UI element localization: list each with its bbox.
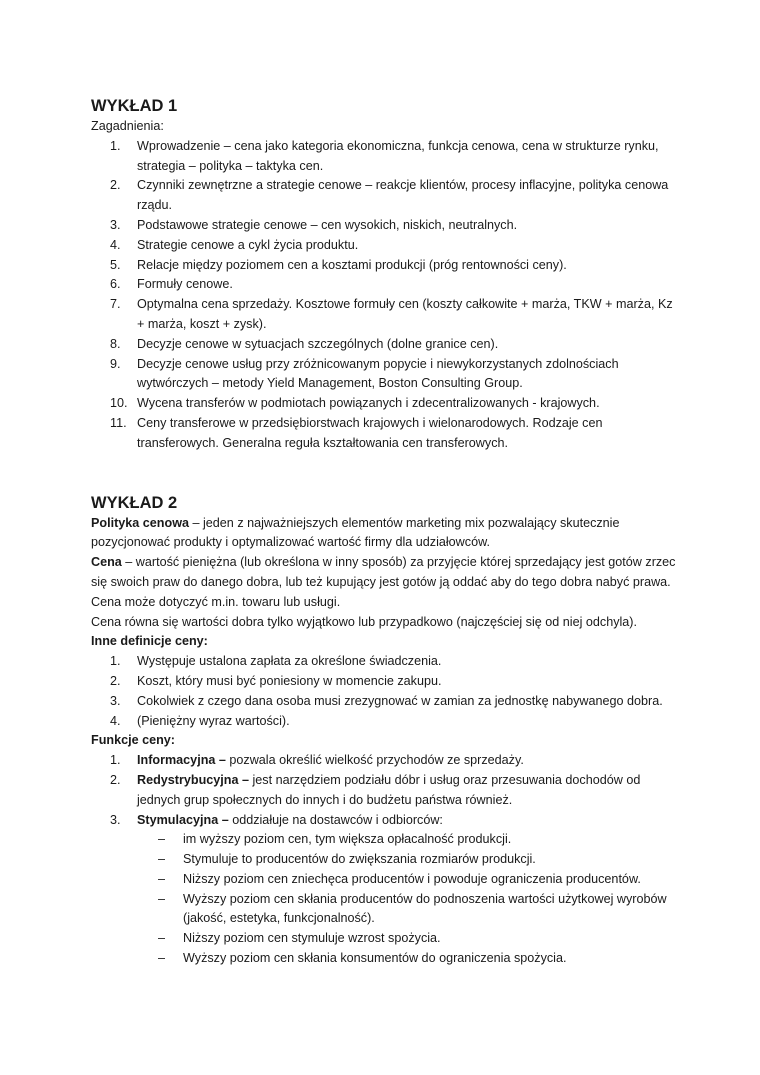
price-note: Cena równa się wartości dobra tylko wyjątkowo lub przypadkowo (najczęściej się od niej odchyla). <box>91 614 637 629</box>
list-item-text: (Pieniężny wyraz wartości). <box>137 713 290 728</box>
dash-bullet: – <box>158 832 166 847</box>
list-item <box>91 236 681 256</box>
list-item-text: Wyższy poziom cen skłania producentów do podnoszenia wartości użytkowej wyrobów (jakość, estetyka, funkcjonalność). <box>183 891 667 926</box>
section-heading: Inne definicje ceny: <box>91 634 208 649</box>
other-definitions-heading <box>91 632 681 652</box>
list-item-text: Ceny transferowe w przedsiębiorstwach krajowych i wielonarodowych. Rodzaje cen transferowych. Generalna reguła kształtowania cen transferowych. <box>137 415 603 450</box>
lecture-2-title: WYKŁAD 2 <box>91 493 178 512</box>
dash-bullet: – <box>158 931 166 946</box>
list-item-text: Niższy poziom cen zniechęca producentów i powoduje ograniczenia producentów. <box>183 871 641 886</box>
list-item <box>91 712 681 732</box>
list-item-text: pozwala określić wielkość przychodów ze sprzedaży. <box>225 753 524 768</box>
list-item <box>91 692 681 712</box>
list-item <box>91 414 681 454</box>
list-item-text: Optymalna cena sprzedaży. Kosztowe formuły cen (koszty całkowite + marża, TKW + marża, Kz + marża, koszt + zysk). <box>137 297 673 331</box>
topics-list <box>91 137 681 454</box>
definition-text: – jeden z najważniejszych elementów marketing mix pozwalający skutecznie pozycjonować produkty i optymalizować wartość firmy dla udziałowców. <box>91 515 620 550</box>
list-item-text: Wprowadzenie – cena jako kategoria ekonomiczna, funkcja cenowa, cena w strukturze rynku, strategia – polityka – taktyka cen. <box>137 138 659 173</box>
definition-text: – wartość pieniężna (lub określona w inny sposób) za przyjęcie której sprzedający jest gotów zrzec się swoich praw do danego dobra, lub też kupujący jest gotów ją oddać aby do tego dobra nabyć prawa. Cena może dotyczyć m.in. towaru lub usługi. <box>91 555 676 609</box>
list-item-text: Wyższy poziom cen skłania konsumentów do ograniczenia spożycia. <box>183 951 567 966</box>
list-item-text: oddziałuje na dostawców i odbiorców: <box>228 812 443 827</box>
dash-bullet: – <box>158 871 166 886</box>
function-term: Informacyjna – <box>137 753 226 768</box>
list-number: 10. <box>110 396 128 411</box>
list-number: 4. <box>110 237 121 252</box>
dash-bullet: – <box>158 852 166 867</box>
list-item-text: Formuły cenowe. <box>137 277 233 292</box>
list-item-text: Koszt, który musi być poniesiony w momencie zakupu. <box>137 673 442 688</box>
dash-list-item <box>137 890 681 930</box>
list-item-text: Niższy poziom cen stymuluje wzrost spożycia. <box>183 931 441 946</box>
function-term: Stymulacyjna – <box>137 812 229 827</box>
function-term: Redystrybucyjna – <box>137 772 249 787</box>
dash-list-item <box>137 830 681 850</box>
list-item <box>91 771 681 811</box>
dash-list-item <box>137 850 681 870</box>
list-number: 7. <box>110 297 121 312</box>
dash-bullet: – <box>158 951 166 966</box>
list-item <box>91 652 681 672</box>
dash-list-item <box>137 929 681 949</box>
price-functions-list <box>91 751 681 969</box>
price-definition <box>91 553 681 612</box>
list-number: 3. <box>110 693 121 708</box>
section-heading: Funkcje ceny: <box>91 733 175 748</box>
topics-intro: Zagadnienia: <box>91 119 164 133</box>
list-item-text: Stymuluje to producentów do zwiększania rozmiarów produkcji. <box>183 852 536 867</box>
list-number: 2. <box>110 178 121 193</box>
list-item-text: Występuje ustalona zapłata za określone świadczenia. <box>137 654 442 669</box>
list-item-text: jest narzędziem podziału dóbr i usług oraz przesuwania dochodów od jednych grup społecznych do innych i do budżetu państwa również. <box>137 772 641 807</box>
dash-bullet: – <box>158 891 166 906</box>
list-item-text: Relacje między poziomem cen a kosztami produkcji (próg rentowności ceny). <box>137 257 567 272</box>
list-item <box>91 394 681 414</box>
list-number: 3. <box>110 217 121 232</box>
list-number: 1. <box>110 753 121 768</box>
list-number: 5. <box>110 257 121 272</box>
list-item <box>91 295 681 335</box>
other-definitions-list <box>91 652 681 731</box>
list-item <box>91 216 681 236</box>
list-number: 8. <box>110 336 121 351</box>
list-number: 2. <box>110 772 121 787</box>
lecture-2-section <box>91 492 681 969</box>
list-item <box>91 176 681 216</box>
list-number: 1. <box>110 138 121 153</box>
document-content <box>91 95 681 969</box>
list-item-text: Czynniki zewnętrzne a strategie cenowe – reakcje klientów, procesy inflacyjne, polityka cenowa rządu. <box>137 178 669 213</box>
definition-term: Cena <box>91 555 122 570</box>
lecture-1-section <box>91 95 681 454</box>
list-item-text: Decyzje cenowe usług przy zróżnicowanym popycie i niewykorzystanych zdolnościach wytwórczych – metody Yield Management, Boston Consulting Group. <box>137 356 619 391</box>
list-item-text: Podstawowe strategie cenowe – cen wysokich, niskich, neutralnych. <box>137 217 518 232</box>
pricing-policy-definition <box>91 514 681 554</box>
list-number: 2. <box>110 673 121 688</box>
list-number: 1. <box>110 654 121 669</box>
list-item <box>91 137 681 177</box>
list-item <box>91 355 681 395</box>
list-number: 6. <box>110 277 121 292</box>
list-number: 11. <box>110 415 127 430</box>
list-item-text: Strategie cenowe a cykl życia produktu. <box>137 237 359 252</box>
stimulation-effects-list <box>137 830 681 969</box>
list-item-text: Cokolwiek z czego dana osoba musi zrezygnować w zamian za jednostkę nabywanego dobra. <box>137 693 663 708</box>
list-item <box>91 256 681 276</box>
list-number: 9. <box>110 356 121 371</box>
dash-list-item <box>137 949 681 969</box>
lecture-1-title: WYKŁAD 1 <box>91 97 178 115</box>
list-item-text: Decyzje cenowe w sytuacjach szczególnych (dolne granice cen). <box>137 336 499 351</box>
list-item <box>91 275 681 295</box>
list-number: 3. <box>110 812 121 827</box>
list-item <box>91 751 681 771</box>
price-functions-heading <box>91 731 681 751</box>
list-item <box>91 811 681 969</box>
list-item <box>91 672 681 692</box>
list-number: 4. <box>110 713 121 728</box>
list-item-text: im wyższy poziom cen, tym większa opłacalność produkcji. <box>183 832 512 847</box>
definition-term: Polityka cenowa <box>91 515 189 530</box>
list-item <box>91 335 681 355</box>
list-item-text: Wycena transferów w podmiotach powiązanych i zdecentralizowanych - krajowych. <box>137 396 600 411</box>
dash-list-item <box>137 870 681 890</box>
